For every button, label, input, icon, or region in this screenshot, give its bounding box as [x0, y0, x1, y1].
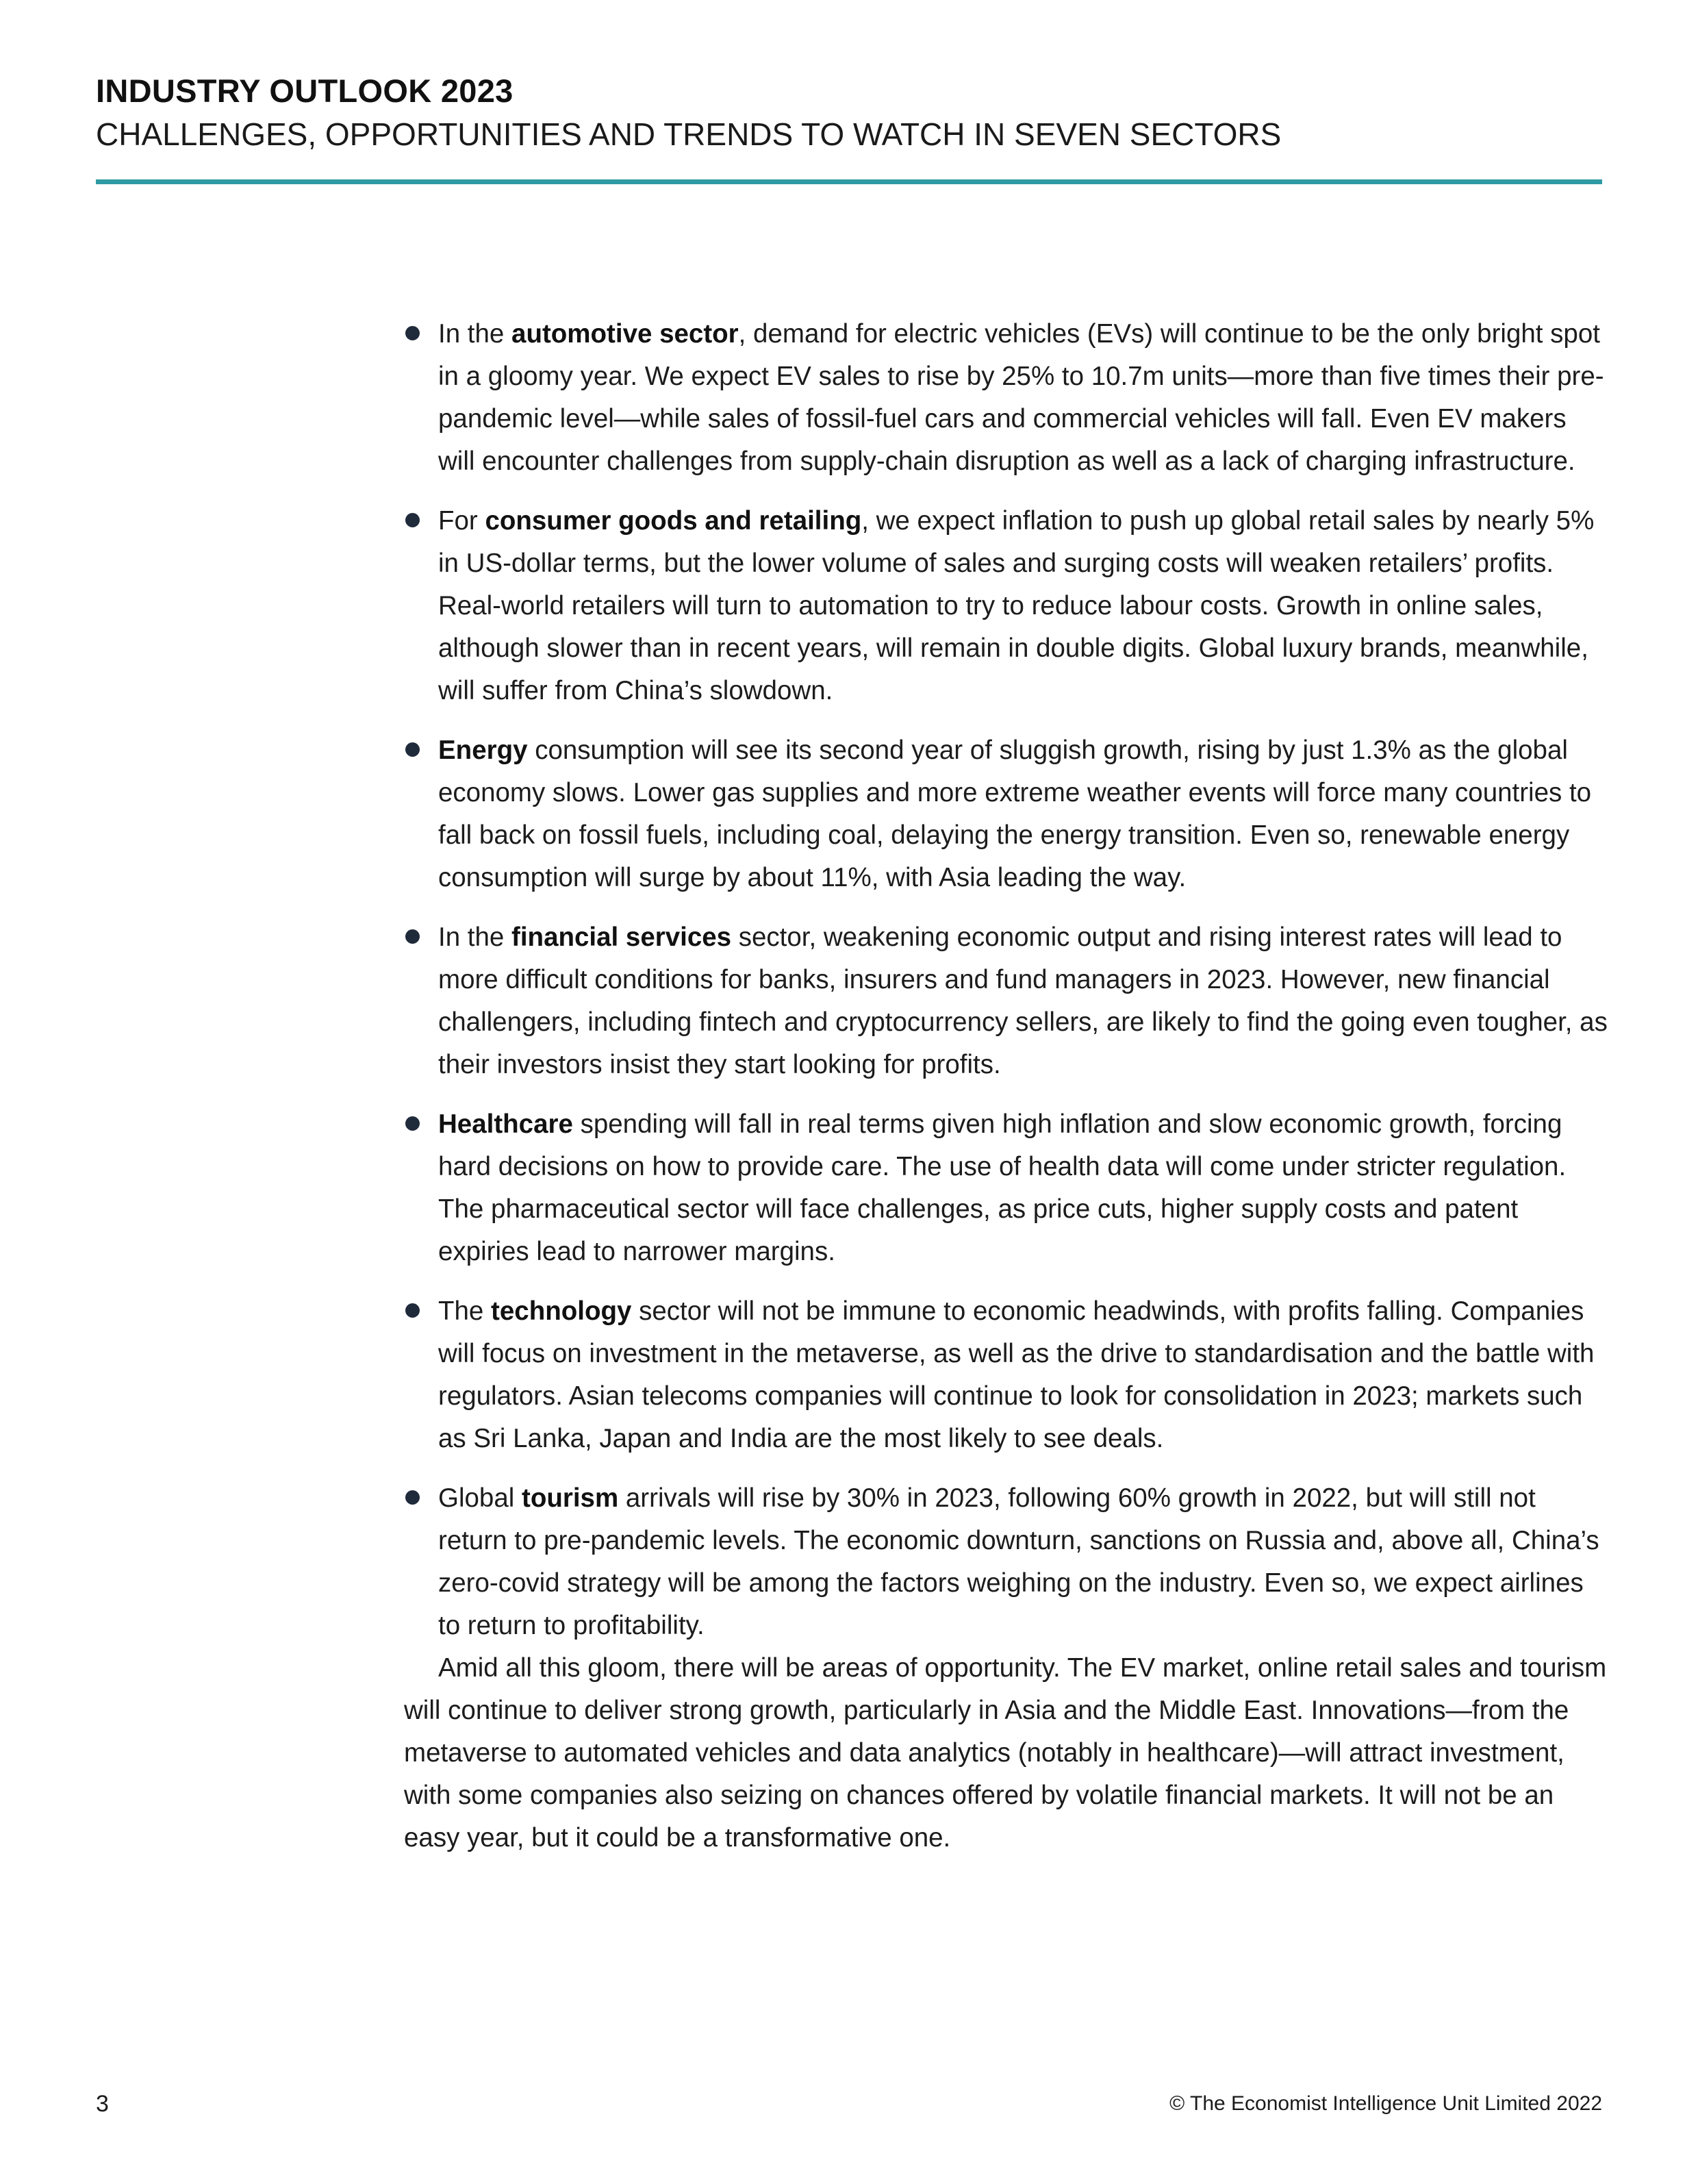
bullet-dot-icon	[405, 1303, 420, 1318]
bullet-dot-icon	[405, 326, 420, 340]
report-subtitle: CHALLENGES, OPPORTUNITIES AND TRENDS TO WATCH IN SEVEN SECTORS	[96, 116, 1282, 152]
bullet-tourism	[404, 1477, 1609, 1647]
page-header	[96, 71, 1602, 155]
bullet-dot-icon	[405, 1490, 420, 1505]
bullet-text-pre: Global	[438, 1483, 522, 1513]
bullet-healthcare	[404, 1103, 1609, 1273]
bullet-dot-icon	[405, 1116, 420, 1131]
bullet-text-post: spending will fall in real terms given high inflation and slow economic growth, forcing hard decisions on how to provide care. The use of health data will come under stricter regulation. The pharmaceutical sector will face challenges, as price cuts, higher supply costs and patent expiries lead to narrower margins.	[438, 1109, 1567, 1266]
bullet-text-post: arrivals will rise by 30% in 2023, following 60% growth in 2022, but will still not return to pre-pandemic levels. The economic downturn, sanctions on Russia and, above all, China’s zero-covid strategy will be among the factors weighing on the industry. Even so, we expect airlines to return to profitability.	[438, 1483, 1599, 1640]
bullet-sector-name: technology	[491, 1296, 632, 1326]
conclusion-paragraph: Amid all this gloom, there will be areas of opportunity. The EV market, online retail sales and tourism will continue to deliver strong growth, particularly in Asia and the Middle East. Innovations—from the metaverse to automated vehicles and data analytics (notably in healthcare)—will attract investment, with some companies also seizing on chances offered by volatile financial markets. It will not be an easy year, but it could be a transformative one.	[404, 1653, 1607, 1853]
bullet-sector-name: Energy	[438, 736, 528, 765]
bullet-financial-services	[404, 916, 1609, 1086]
main-content	[404, 313, 1609, 1859]
report-title: INDUSTRY OUTLOOK 2023	[96, 73, 514, 109]
sector-bullet-list	[404, 313, 1609, 1647]
bullet-text-post: , we expect inflation to push up global retail sales by nearly 5% in US-dollar terms, but the lower volume of sales and surging costs will weaken retailers’ profits. Real-world retailers will turn to automation to try to reduce labour costs. Growth in online sales, although slower than in recent years, will remain in double digits. Global luxury brands, meanwhile, will suffer from China’s slowdown.	[438, 506, 1595, 705]
bullet-dot-icon	[405, 513, 420, 527]
bullet-sector-name: consumer goods and retailing	[485, 506, 862, 536]
page-number: 3	[96, 2091, 109, 2117]
bullet-automotive	[404, 313, 1609, 483]
bullet-sector-name: automotive sector	[511, 319, 739, 349]
bullet-sector-name: Healthcare	[438, 1109, 573, 1139]
bullet-technology	[404, 1290, 1609, 1460]
bullet-sector-name: financial services	[511, 922, 732, 952]
bullet-text-pre: The	[438, 1296, 492, 1326]
bullet-sector-name: tourism	[522, 1483, 619, 1513]
bullet-text-post: consumption will see its second year of sluggish growth, rising by just 1.3% as the global economy slows. Lower gas supplies and more extreme weather events will force many countries to fall back on fossil fuels, including coal, delaying the energy transition. Even so, renewable energy consumption will surge by about 11%, with Asia leading the way.	[438, 736, 1592, 892]
header-divider	[96, 179, 1602, 184]
bullet-text-post: , demand for electric vehicles (EVs) will continue to be the only bright spot in a gloomy year. We expect EV sales to rise by 25% to 10.7m units—more than five times their pre-pandemic level—while sales of fossil-fuel cars and commercial vehicles will fall. Even EV makers will encounter challenges from supply-chain disruption as well as a lack of charging infrastructure.	[438, 319, 1604, 476]
bullet-dot-icon	[405, 929, 420, 944]
bullet-energy	[404, 729, 1609, 899]
bullet-consumer-goods	[404, 500, 1609, 712]
bullet-dot-icon	[405, 742, 420, 757]
bullet-text-pre: In the	[438, 319, 512, 349]
copyright-notice: © The Economist Intelligence Unit Limited 2022	[1169, 2092, 1602, 2115]
bullet-text-pre: In the	[438, 922, 512, 952]
bullet-text-post: sector will not be immune to economic headwinds, with profits falling. Companies will focus on investment in the metaverse, as well as the drive to standardisation and the battle with regulators. Asian telecoms companies will continue to look for consolidation in 2023; markets such as Sri Lanka, Japan and India are the most likely to see deals.	[438, 1296, 1595, 1453]
bullet-text-pre: For	[438, 506, 485, 536]
bullet-text-post: sector, weakening economic output and rising interest rates will lead to more difficult conditions for banks, insurers and fund managers in 2023. However, new financial challengers, including fintech and cryptocurrency sellers, are likely to find the going even tougher, as their investors insist they start looking for profits.	[438, 922, 1608, 1079]
